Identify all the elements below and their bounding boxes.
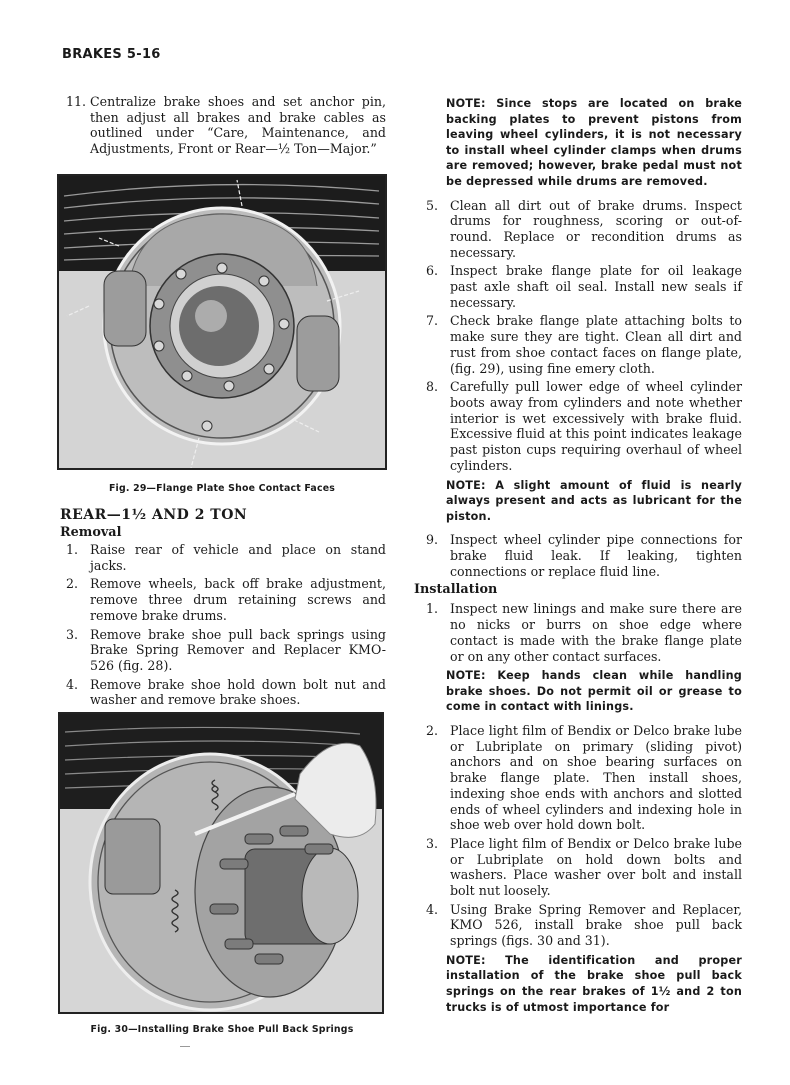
note-spring-identification: NOTE: The identification and proper installation of the brake shoe pull back springs on the rear brakes of 1½ and 2 ton trucks is of utmost importance for: [446, 953, 742, 1014]
step-number: 7.: [426, 313, 439, 329]
step-text: Inspect brake flange plate for oil leakage past axle shaft oil seal. Install new seals if necessary.: [450, 263, 742, 310]
figure-29-caption: Fig. 29—Flange Plate Shoe Contact Faces: [108, 483, 336, 494]
step-text: Clean all dirt out of brake drums. Inspect drums for roughness, scoring or out-of-round. Replace or recondition drums as necessary.: [450, 197, 742, 260]
installing-pull-back-springs-illustration: [60, 714, 382, 1012]
list-item: [62, 677, 386, 708]
installation-heading: Installation: [414, 582, 498, 598]
rear-section: [62, 507, 386, 711]
step-number: 1.: [426, 601, 439, 617]
step-text: Remove brake shoe pull back springs using Brake Spring Remover and Replacer KMO-526 (fig. 28).: [90, 626, 386, 673]
figure-30-caption: Fig. 30—Installing Brake Shoe Pull Back Springs: [90, 1024, 354, 1035]
brake-flange-plate-illustration: [59, 176, 385, 468]
step-text: Check brake flange plate attaching bolts to make sure they are tight. Clean all dirt and rust from shoe contact faces on flange plate, (fig. 29), using fine emery cloth.: [450, 313, 742, 376]
step-number: 9.: [426, 532, 439, 548]
list-item: [62, 542, 386, 573]
step-number: 2.: [66, 576, 79, 592]
list-item: [422, 263, 742, 310]
list-item: [422, 836, 742, 899]
right-column: [414, 96, 742, 1023]
list-item: [422, 902, 742, 949]
step-number: 5.: [426, 197, 439, 213]
list-item: [422, 723, 742, 833]
step-number: 6.: [426, 263, 439, 279]
step-number: 3.: [426, 835, 439, 851]
page-mark: [180, 1046, 190, 1047]
list-item: [62, 576, 386, 623]
step-text: Remove brake shoe hold down bolt nut and washer and remove brake shoes.: [90, 676, 386, 708]
list-item: [62, 627, 386, 674]
list-item: [422, 313, 742, 376]
step-number: 3.: [66, 626, 79, 642]
step-number: 1.: [66, 542, 79, 557]
note-pistons: NOTE: Since stops are located on brake backing plates to prevent pistons from leaving wheel cylinders, it is not necessary to install wheel cylinder clamps when drums are removed; however, brake pedal must not be depressed while drums are removed.: [446, 97, 742, 188]
step-text: Inspect new linings and make sure there are no nicks or burrs on shoe edge where contact is made with the brake flange plate or on any other contact surfaces.: [450, 601, 742, 664]
step-text: Centralize brake shoes and set anchor pin, then adjust all brakes and brake cables as outlined under “Care, Maintenance, and Adjustments, Front or Rear—½ Ton—Major.”: [90, 94, 386, 157]
section-title: REAR—1½ AND 2 TON: [60, 507, 248, 523]
step-number: 2.: [426, 723, 439, 738]
step-text: Place light film of Bendix or Delco brake lube or Lubriplate on primary (sliding pivot) anchors and on shoe bearing surfaces on brake flange plate. Then install shoes, indexing shoe ends with anchors and slotted ends of wheel cylinders and indexing hole in shoe web over hold down bolt.: [450, 723, 742, 833]
step-text: Carefully pull lower edge of wheel cylinder boots away from cylinders and note whether interior is wet excessively with brake fluid. Excessive fluid at this point indicates leakage past piston cups requiring overhaul of wheel cylinders.: [450, 379, 742, 473]
figure-30-image: [58, 712, 384, 1014]
page-header: BRAKES 5-16: [62, 47, 161, 62]
step-text: Inspect wheel cylinder pipe connections for brake fluid leak. If leaking, tighten connections or replace fluid line.: [450, 532, 742, 579]
step-number: 11.: [66, 94, 87, 109]
step-text: Raise rear of vehicle and place on stand jacks.: [90, 542, 386, 573]
step-number: 4.: [426, 901, 439, 917]
figure-29-image: [57, 174, 387, 470]
removal-heading: Removal: [60, 525, 122, 540]
list-item: [422, 601, 742, 664]
step-text: Using Brake Spring Remover and Replacer, KMO 526, install brake shoe pull back springs (figs. 30 and 31).: [450, 901, 742, 949]
step-11-block: [62, 94, 386, 160]
note-fluid: NOTE: A slight amount of fluid is nearly always present and acts as lubricant for the piston.: [446, 478, 742, 523]
list-item: [62, 94, 386, 157]
step-number: 4.: [66, 676, 79, 692]
step-number: 8.: [426, 379, 439, 395]
list-item: [422, 198, 742, 261]
list-item: [422, 532, 742, 579]
note-hands-clean: NOTE: Keep hands clean while handling brake shoes. Do not permit oil or grease to come in contact with linings.: [446, 669, 742, 714]
list-item: [422, 379, 742, 473]
step-text: Remove wheels, back off brake adjustment, remove three drum retaining screws and remove brake drums.: [90, 576, 386, 623]
step-text: Place light film of Bendix or Delco brake lube or Lubriplate on hold down bolts and washers. Place washer over bolt and install bolt nut loosely.: [450, 835, 742, 899]
